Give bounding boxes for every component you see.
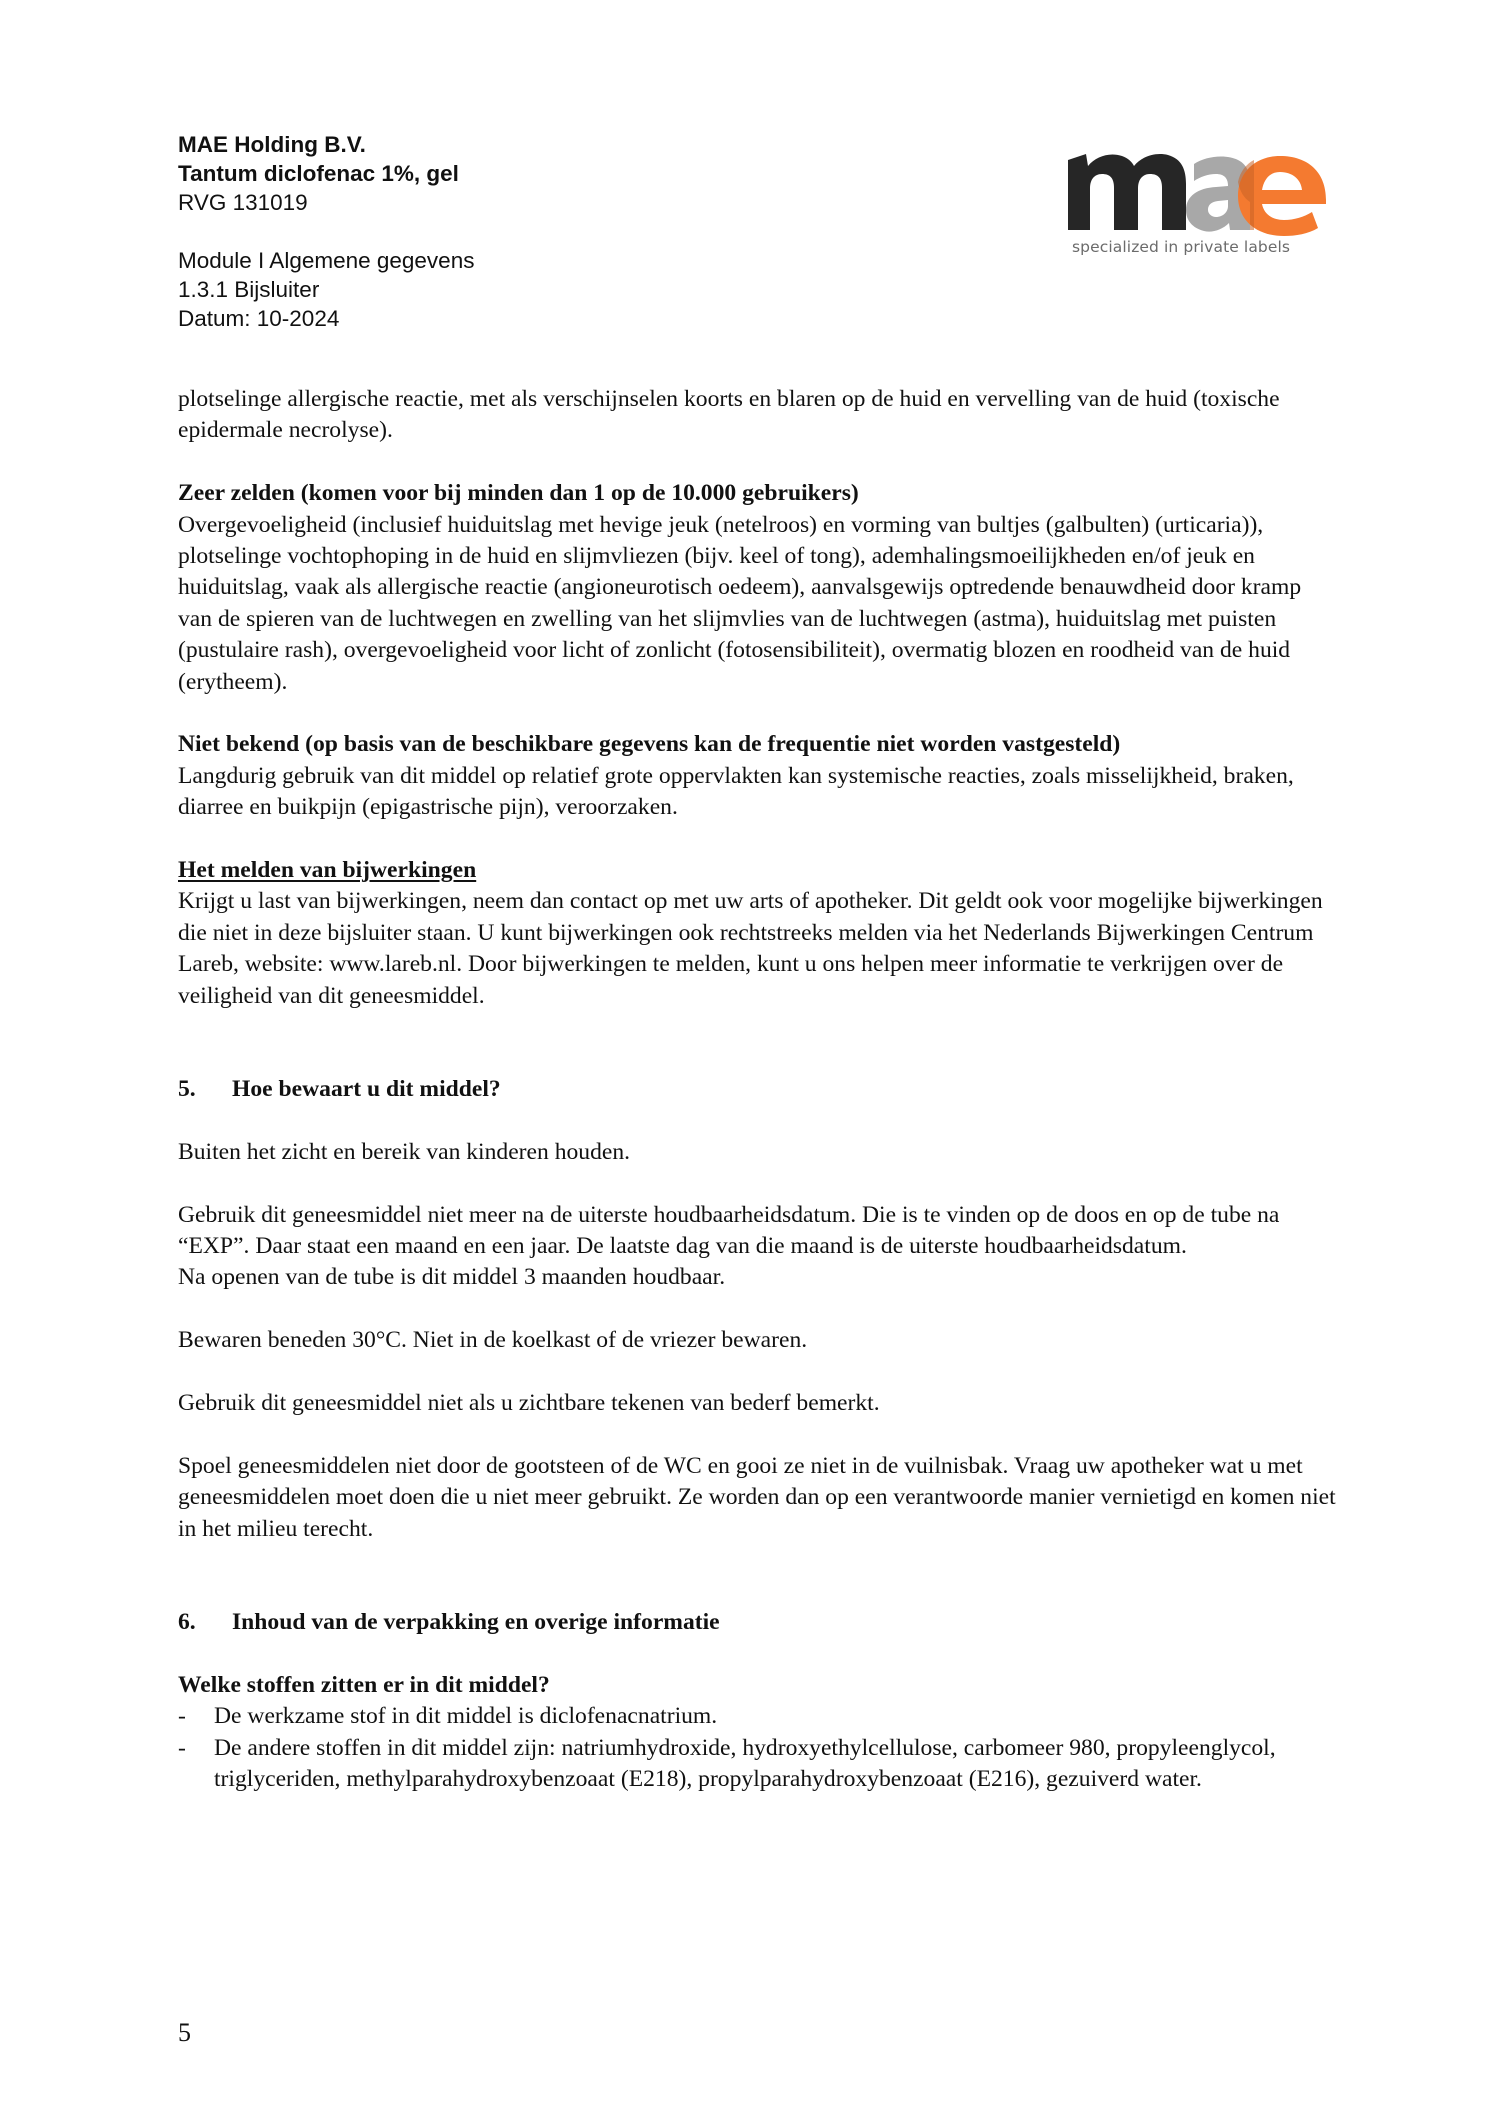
document-date: Datum: 10-2024 xyxy=(178,306,340,331)
very-rare-text: Overgevoeligheid (inclusief huiduitslag met hevige jeuk (netelroos) en vorming van bultjes (galbulten) (urticaria)), plotselinge vochtophoping in de huid en slijmvliezen (bijv. keel of tong), ademhalingsmoeilijkheden en/of jeuk en huiduitslag, vaak als allergische reactie (angioneurotisch oedeem), aanvalsgewijs optredende benauwdheid door kramp van de spieren van de luchtwegen en zwelling van het slijmvlies van de luchtwegen (astma), huiduitslag met puisten (pustulaire rash), overgevoeligheid voor licht of zonlicht (fotosensibiliteit), overmatig blozen en roodheid van de huid (erytheem). xyxy=(178,511,1302,695)
bullet-dash: - xyxy=(178,1703,186,1730)
bullet-text: De andere stoffen in dit middel zijn: natriumhydroxide, hydroxyethylcellulose, carbomeer 980, propyleenglycol, triglyceriden, methylparahydroxybenzoaat (E218), propylparahydroxybenzoaat (E216), gezuiverd water. xyxy=(214,1734,1276,1793)
reporting-heading-text: Het melden van bijwerkingen xyxy=(178,857,477,884)
reporting-heading xyxy=(178,855,1338,886)
leaflet-body xyxy=(178,384,1338,1796)
section-6-title: Inhoud van de verpakking en overige informatie xyxy=(232,1609,720,1636)
page-number: 5 xyxy=(178,2018,191,2047)
ingredients-list-item xyxy=(178,1701,1338,1732)
document-header xyxy=(178,130,474,333)
company-name: MAE Holding B.V. xyxy=(178,132,366,157)
bullet-text: De werkzame stof in dit middel is diclofenacnatrium. xyxy=(214,1703,718,1730)
ingredients-list-item xyxy=(178,1733,1338,1796)
section-5-heading xyxy=(178,1074,1338,1105)
logo-letter-m xyxy=(1068,154,1186,230)
product-name: Tantum diclofenac 1%, gel xyxy=(178,161,459,186)
mae-logo-wordmark xyxy=(1066,142,1336,237)
section-5-number: 5. xyxy=(178,1076,196,1103)
storage-spoilage: Gebruik dit geneesmiddel niet als u zichtbare tekenen van bederf bemerkt. xyxy=(178,1390,880,1417)
mae-logo xyxy=(1066,142,1336,267)
ingredients-heading: Welke stoffen zitten er in dit middel? xyxy=(178,1671,550,1698)
storage-disposal: Spoel geneesmiddelen niet door de gootsteen of de WC en gooi ze niet in de vuilnisbak. Vraag uw apotheker wat u met geneesmiddelen moet doen die u niet meer gebruikt. Ze worden dan op een verantwoorde manier vernietigd en komen niet in het milieu terecht. xyxy=(178,1452,1336,1542)
very-rare-heading: Zeer zelden (komen voor bij minden dan 1 op de 10.000 gebruikers) xyxy=(178,480,859,507)
section-5-title: Hoe bewaart u dit middel? xyxy=(232,1076,501,1103)
logo-tagline: specialized in private labels xyxy=(1072,238,1291,256)
bullet-dash: - xyxy=(178,1734,186,1761)
unknown-frequency-heading: Niet bekend (op basis van de beschikbare gegevens kan de frequentie niet worden vastgesteld) xyxy=(178,731,1121,758)
ingredients-list xyxy=(178,1701,1338,1795)
intro-paragraph: plotselinge allergische reactie, met als verschijnselen koorts en blaren op de huid en vervelling van de huid (toxische epidermale necrolyse). xyxy=(178,386,1280,444)
section-label: 1.3.1 Bijsluiter xyxy=(178,277,320,302)
unknown-frequency-text: Langdurig gebruik van dit middel op relatief grote oppervlakten kan systemische reacties, zoals misselijkheid, braken, diarree en buikpijn (epigastrische pijn), veroorzaken. xyxy=(178,762,1294,821)
reporting-text: Krijgt u last van bijwerkingen, neem dan contact op met uw arts of apotheker. Dit geldt ook voor mogelijke bijwerkingen die niet in deze bijsluiter staan. U kunt bijwerkingen ook rechtstreeks melden via het Nederlands Bijwerkingen Centrum Lareb, website: www.lareb.nl. Door bijwerkingen te melden, kunt u ons helpen meer informatie te verkrijgen over de veiligheid van dit geneesmiddel. xyxy=(178,888,1323,1009)
storage-expiry: Gebruik dit geneesmiddel niet meer na de uiterste houdbaarheidsdatum. Die is te vinden op de doos en op de tube na “EXP”. Daar staat een maand en een jaar. De laatste dag van die maand is de uiterste houdbaarheidsdatum. xyxy=(178,1201,1280,1260)
storage-after-opening: Na openen van de tube is dit middel 3 maanden houdbaar. xyxy=(178,1264,726,1291)
storage-temperature: Bewaren beneden 30°C. Niet in de koelkast of de vriezer bewaren. xyxy=(178,1327,808,1354)
registration-number: RVG 131019 xyxy=(178,190,308,215)
section-6-number: 6. xyxy=(178,1609,196,1636)
storage-children: Buiten het zicht en bereik van kinderen houden. xyxy=(178,1138,631,1165)
header-spacer xyxy=(178,217,474,246)
module-label: Module I Algemene gegevens xyxy=(178,248,475,273)
section-6-heading xyxy=(178,1607,1338,1638)
